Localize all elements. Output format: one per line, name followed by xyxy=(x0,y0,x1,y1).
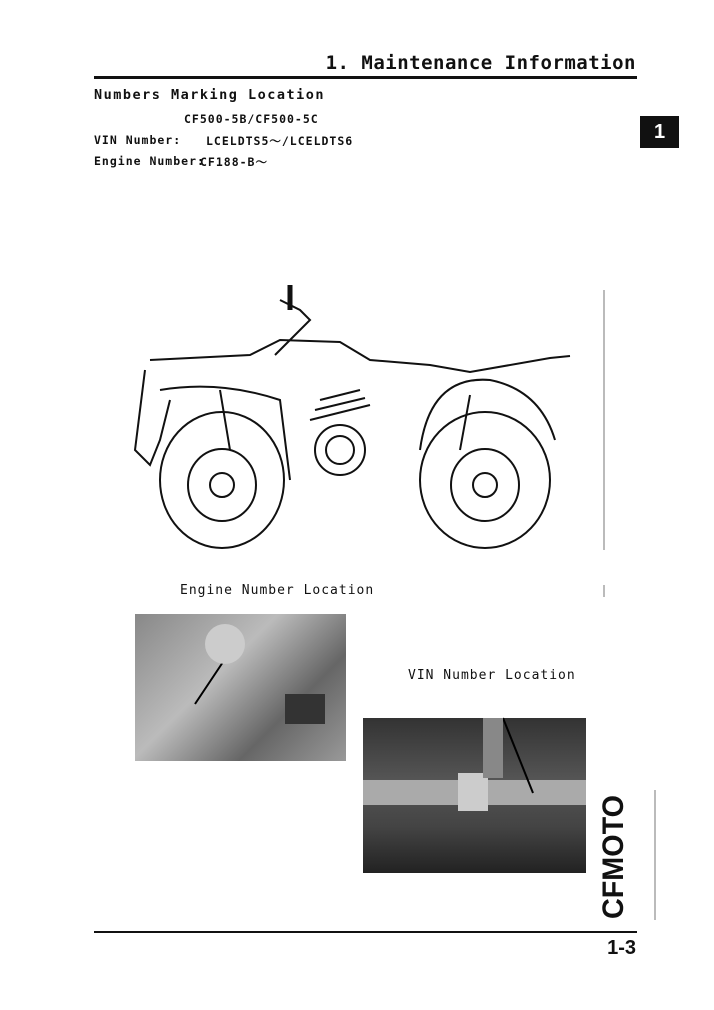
model-numbers: CF500-5B/CF500-5C xyxy=(184,112,319,126)
section-title: Numbers Marking Location xyxy=(94,87,326,103)
engine-value: CF188-B～ xyxy=(200,155,268,169)
vin-number-photo xyxy=(363,718,586,873)
cfmoto-logo xyxy=(597,789,665,920)
chapter-tab: 1 xyxy=(640,116,679,148)
page-number: 1-3 xyxy=(607,937,636,959)
logo-line xyxy=(654,790,656,920)
engine-number-caption: Engine Number Location xyxy=(180,583,375,598)
margin-line xyxy=(603,290,605,550)
svg-text:CFMOTO: CFMOTO xyxy=(597,789,630,919)
vin-label: VIN Number: xyxy=(94,133,182,147)
footer-rule xyxy=(94,931,637,933)
vin-number-caption: VIN Number Location xyxy=(408,668,576,683)
engine-label: Engine Number: xyxy=(94,154,205,168)
vin-value: LCELDTS5～/LCELDTS6 xyxy=(206,134,354,148)
margin-line-small xyxy=(603,585,605,597)
header-rule xyxy=(94,76,637,79)
page-header-title: 1. Maintenance Information xyxy=(325,52,636,74)
engine-number-photo xyxy=(135,614,346,761)
atv-line-drawing xyxy=(130,280,570,550)
